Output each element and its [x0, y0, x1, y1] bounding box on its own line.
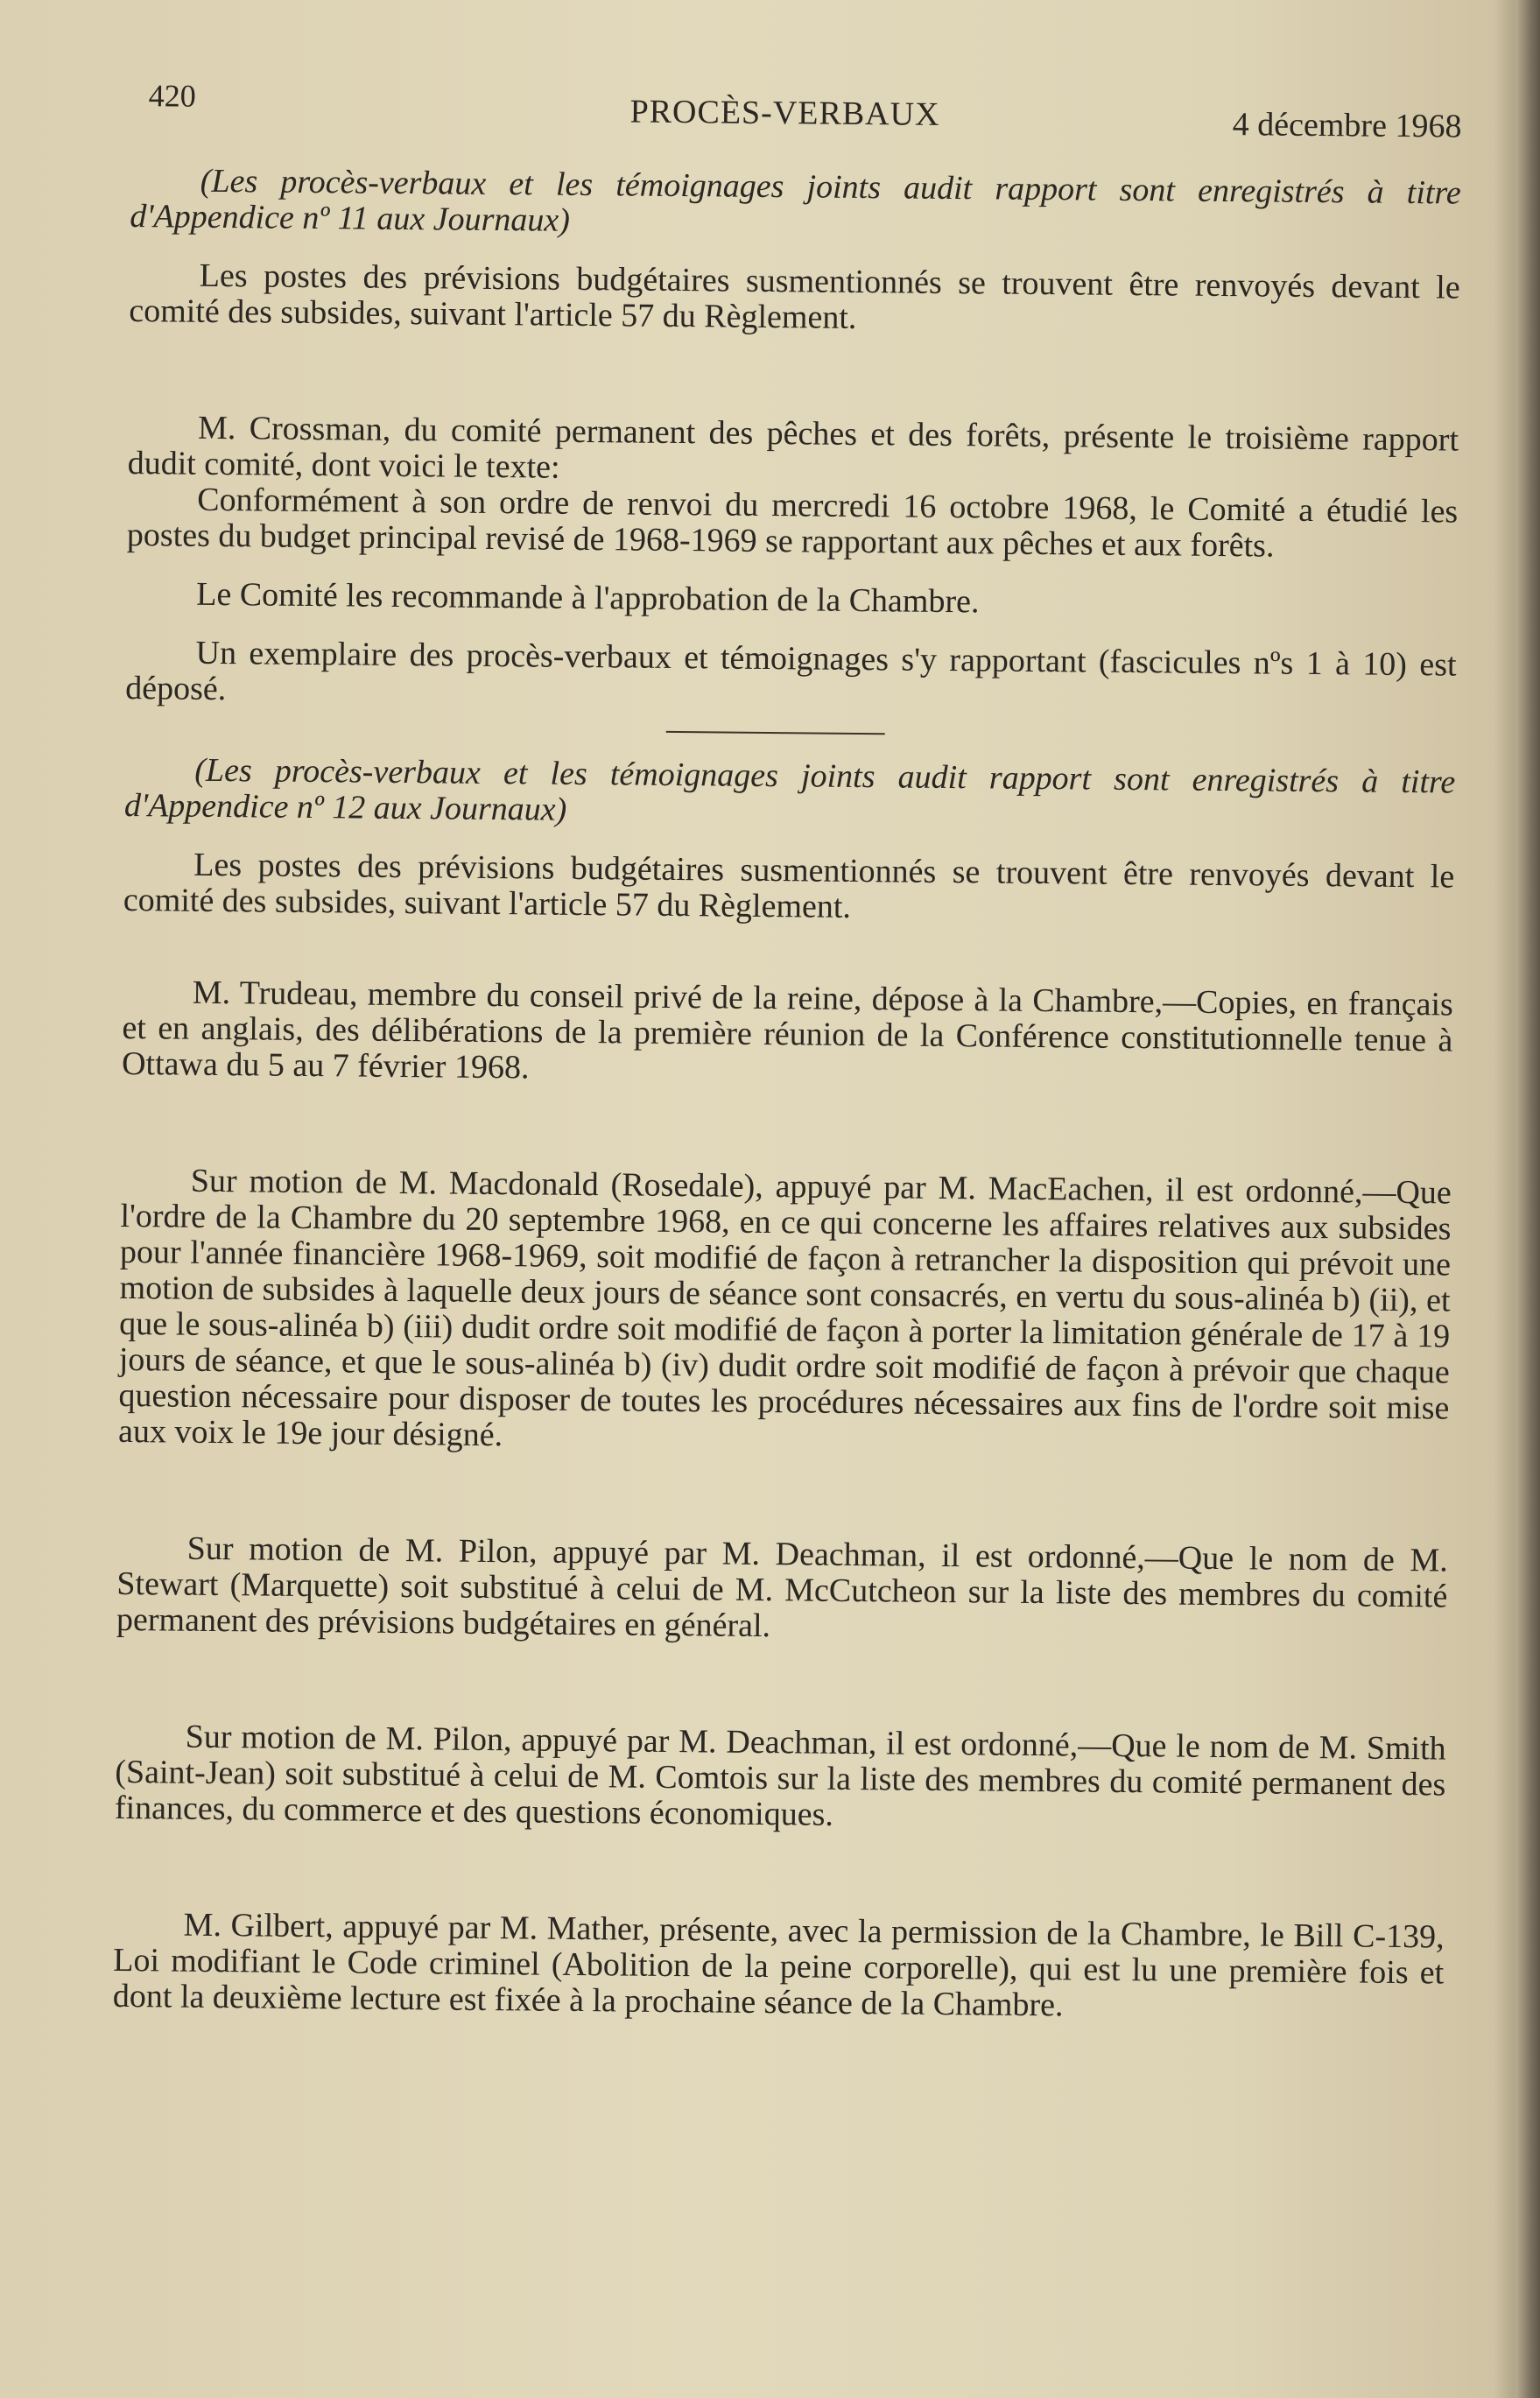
gilbert-bill-paragraph: M. Gilbert, appuyé par M. Mather, présente, avec la permission de la Chambre, le Bill C-139, Loi modifiant le Code criminel (Abolition de la peine corporelle), qui est lu une première fois et dont la deuxième lecture est fixée à la prochaine séance de la Chambre.	[112, 1906, 1445, 2024]
header-date: 4 décembre 1968	[1232, 106, 1462, 145]
page-content	[113, 70, 1462, 2027]
estimates-referral-paragraph-1: Les postes des prévisions budgétaires susmentionnés se trouvent être renvoyés devant le comité des subsides, suivant l'article 57 du Règlement.	[129, 257, 1460, 336]
appendix-note-12: (Les procès-verbaux et les témoignages joints audit rapport sont enregistrés à titre d'Appendice nº 12 aux Journaux)	[123, 751, 1456, 828]
macdonald-motion-paragraph: Sur motion de M. Macdonald (Rosedale), appuyé par M. MacEachen, il est ordonné,—Que l'ordre de la Chambre du 20 septembre 1968, en ce qui concerne les affaires relatives aux subsides pour l'année financière 1968-1969, soit modifié de façon à retrancher la disposition qui prévoit une motion de subsides à laquelle deux jours de séance sont consacrés, en vertu du sous-alinéa b) (ii), et que le sous-alinéa b) (iii) dudit ordre soit modifié de façon à porter la limitation générale de 17 à 19 jours de séance, et que le sous-alinéa b) (iv) dudit ordre soit modifié de façon à prévoir que chaque question nécessaire pour disposer de toutes les procédures nécessaires aux fins de l'ordre soit mise aux voix le 19e jour désigné.	[117, 1162, 1452, 1454]
report-text-paragraph: Conformément à son ordre de renvoi du mercredi 16 octobre 1968, le Comité a étudié les postes du budget principal revisé de 1968-1969 se rapportant aux pêches et aux forêts.	[126, 481, 1459, 565]
trudeau-tabling-paragraph: M. Trudeau, membre du conseil privé de la reine, dépose à la Chambre,—Copies, en français et en anglais, des délibérations de la première réunion de la Conférence constitutionnelle tenue à Ottawa du 5 au 7 février 1968.	[121, 974, 1454, 1086]
page-edge-shadow	[1515, 0, 1540, 2398]
crossman-report-paragraph: M. Crossman, du comité permanent des pêches et des forêts, présente le troisième rapport dudit comité, dont voici le texte:	[127, 409, 1459, 486]
report-deposit-paragraph: Un exemplaire des procès-verbaux et témoignages s'y rapportant (fascicules nºs 1 à 10) est déposé.	[125, 634, 1457, 708]
report-recommendation-paragraph: Le Comité les recommande à l'approbation de la Chambre.	[196, 575, 980, 621]
page-header	[130, 70, 1462, 153]
pilon-motion-smith-paragraph: Sur motion de M. Pilon, appuyé par M. Deachman, il est ordonné,—Que le nom de M. Smith (Saint-Jean) soit substitué à celui de M. Comtois sur la liste des membres du comité permanent des finances, du commerce et des questions économiques.	[114, 1718, 1446, 1833]
page-number: 420	[148, 78, 196, 114]
estimates-referral-paragraph-2: Les postes des prévisions budgétaires susmentionnés se trouvent être renvoyés devant le comité des subsides, suivant l'article 57 du Règlement.	[123, 846, 1455, 925]
running-title: PROCÈS-VERBAUX	[629, 93, 940, 133]
appendix-note-11: (Les procès-verbaux et les témoignages joints audit rapport sont enregistrés à titre d'Appendice nº 11 aux Journaux)	[130, 162, 1461, 239]
section-divider	[666, 731, 885, 735]
pilon-motion-stewart-paragraph: Sur motion de M. Pilon, appuyé par M. Deachman, il est ordonné,—Que le nom de M. Stewart (Marquette) soit substitué à celui de M. McCutcheon sur la liste des membres du comité permanent des prévisions budgétaires en général.	[116, 1530, 1448, 1645]
